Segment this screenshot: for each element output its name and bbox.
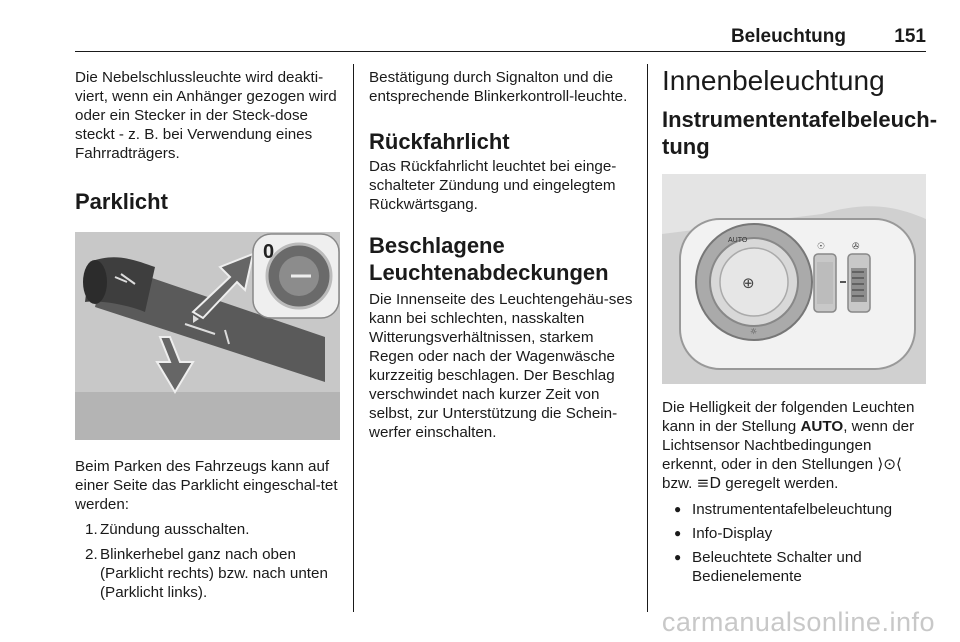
heading-instrumententafel: Instrumententafelbeleuch-tung bbox=[662, 107, 938, 159]
heading-parklicht: Parklicht bbox=[75, 189, 168, 214]
column-middle bbox=[369, 64, 634, 442]
column-divider bbox=[353, 64, 354, 612]
svg-text:☉: ☉ bbox=[817, 242, 826, 252]
light-switch-panel-figure bbox=[662, 174, 926, 384]
column-right bbox=[662, 64, 938, 591]
position-zero-label: 0 bbox=[263, 241, 275, 263]
parking-light-paragraph: Beim Parken des Fahrzeugs kann auf einer Seite das Parklicht eingeschal-tet werden: bbox=[75, 458, 338, 513]
heading-innenbeleuchtung: Innenbeleuchtung bbox=[662, 65, 885, 96]
intro-paragraph: Die Nebelschlussleuchte wird deakti-viert, wenn ein Anhänger gezogen wird oder ein Stecker in der Steck-dose steckt - z. B. bei Verwendung eines Fahrradträgers. bbox=[75, 69, 337, 162]
heading-beschlagene: Beschlagene Leuchtenabdeckungen bbox=[369, 233, 609, 285]
steps-list bbox=[75, 520, 340, 602]
auto-keyword: AUTO bbox=[800, 418, 844, 435]
watermark: carmanualsonline.info bbox=[661, 607, 935, 637]
brightness-paragraph: Die Helligkeit der folgenden Leuchten kann in der Stellung AUTO, wenn der Lichtsensor Nachtbedingungen erkennt, oder in den Stellungen ⟩⊙⟨ bzw. ≡D geregelt werden. bbox=[662, 399, 915, 492]
list-item: ● Instrumententafelbeleuchtung bbox=[674, 501, 893, 518]
list-item: 2. Blinkerhebel ganz nach oben (Parklicht rechts) bzw. nach unten (Parklicht links). bbox=[85, 546, 328, 601]
list-item: ● Beleuchtete Schalter und Bedienelemente bbox=[674, 549, 862, 585]
heading-rueckfahrlicht: Rückfahrlicht bbox=[369, 129, 510, 154]
page-number: 151 bbox=[894, 26, 926, 47]
column-left bbox=[75, 64, 340, 602]
reversing-light-paragraph: Das Rückfahrlicht leuchtet bei einge-schalteter Zündung und eingelegtem Rückwärtsgang. bbox=[369, 158, 617, 213]
turn-signal-lever-figure bbox=[75, 232, 340, 440]
list-item: ● Info-Display bbox=[674, 525, 773, 542]
page-header bbox=[75, 24, 926, 52]
svg-text:☼: ☼ bbox=[750, 327, 758, 336]
svg-text:✇: ✇ bbox=[852, 242, 860, 252]
svg-text:⊕: ⊕ bbox=[742, 274, 755, 292]
confirmation-paragraph: Bestätigung durch Signalton und die entsprechende Blinkerkontroll-leuchte. bbox=[369, 69, 628, 105]
auto-label: AUTO bbox=[728, 237, 748, 244]
section-title: Beleuchtung bbox=[730, 26, 846, 47]
parking-light-symbol: ⟩⊙⟨ bbox=[877, 455, 902, 473]
fogged-covers-paragraph: Die Innenseite des Leuchtengehäu-ses kann bei schlechten, nasskalten Witterungsverhältnissen, starkem Regen oder nach der Wagenwäsche kurzzeitig beschlagen. Der Beschlag verschwindet nach kurzer Zeit von selbst, zur Unterstützung die Schein-werfer einschalten. bbox=[369, 291, 633, 441]
bullet-list bbox=[662, 500, 927, 586]
list-item: 1. Zündung ausschalten. bbox=[85, 521, 250, 538]
column-divider bbox=[647, 64, 648, 612]
low-beam-symbol: ≡D bbox=[696, 474, 722, 492]
